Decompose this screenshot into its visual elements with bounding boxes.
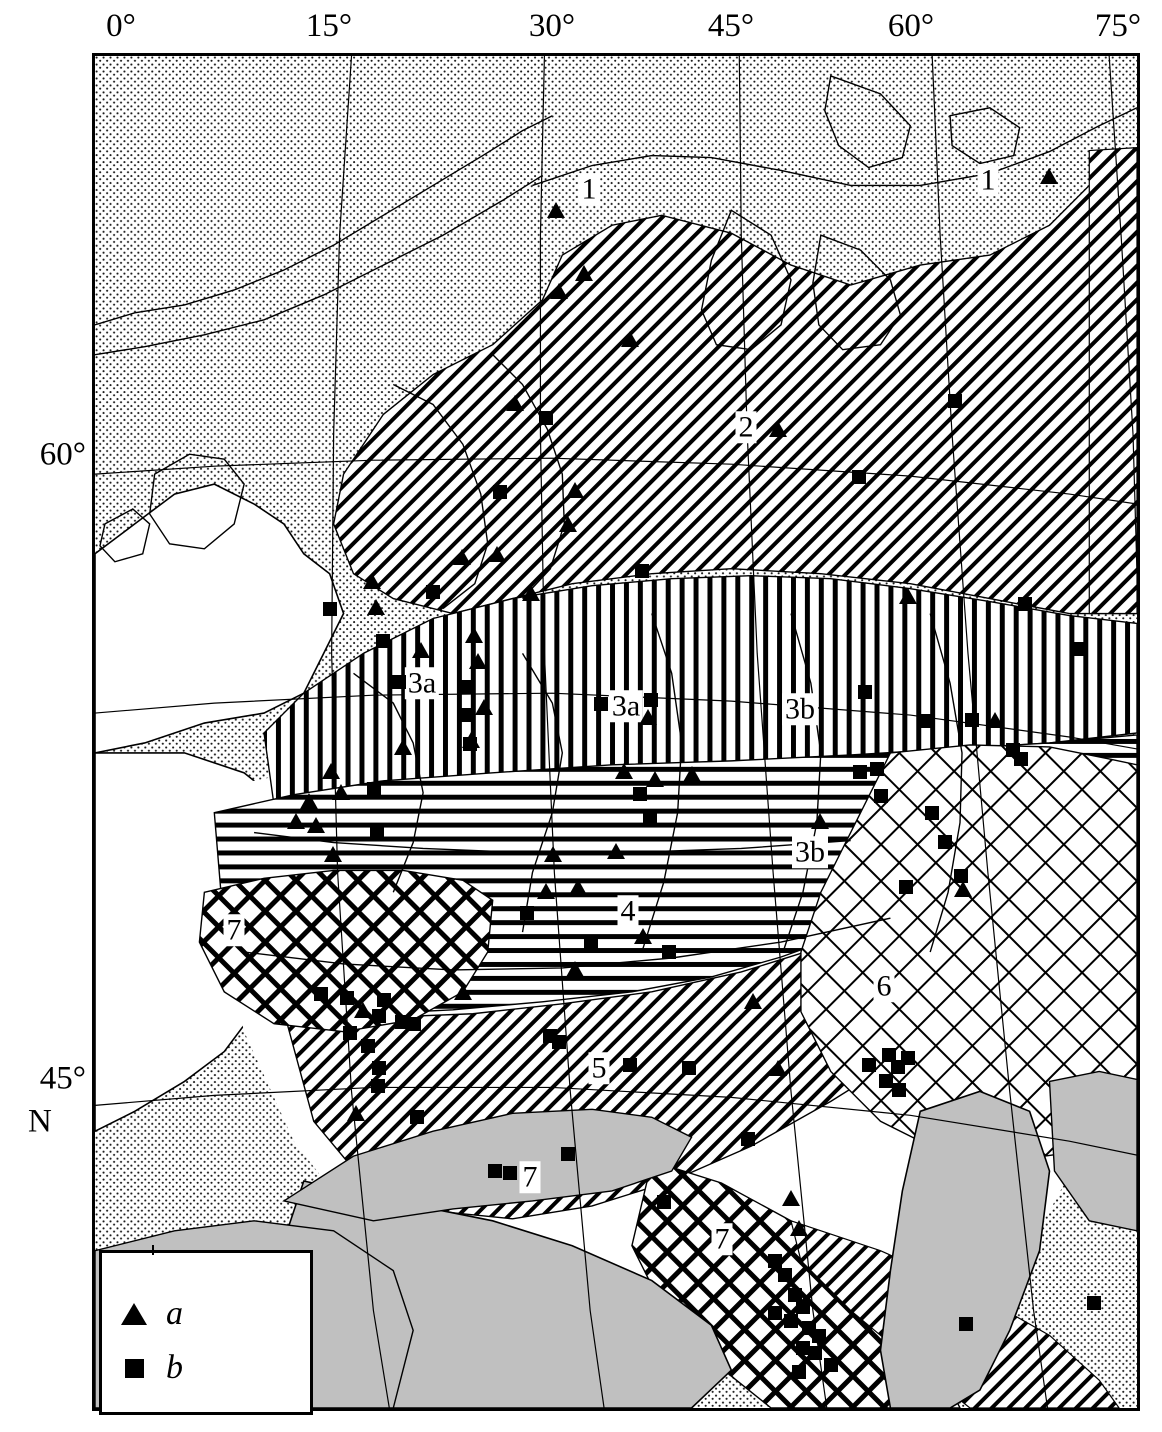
- sample-point-a: [544, 846, 562, 862]
- sample-point-b: [463, 737, 477, 751]
- sample-point-a: [465, 627, 483, 643]
- sample-point-b: [407, 1017, 421, 1031]
- sample-point-b: [853, 765, 867, 779]
- sample-point-b: [1006, 743, 1020, 757]
- sample-point-b: [503, 1166, 517, 1180]
- sample-point-a: [469, 653, 487, 669]
- sample-point-a: [782, 1190, 800, 1206]
- sample-point-b: [778, 1268, 792, 1282]
- sample-point-b: [1073, 642, 1087, 656]
- sample-point-b: [372, 1009, 386, 1023]
- map-graphic: [95, 56, 1137, 1408]
- sample-point-b: [682, 1061, 696, 1075]
- lon-label-15: 15°: [305, 8, 353, 44]
- sample-point-a: [488, 546, 506, 562]
- sample-point-b: [371, 1079, 385, 1093]
- sample-point-b: [768, 1254, 782, 1268]
- sample-point-b: [410, 1110, 424, 1124]
- zone-label-3a-central: 3a: [609, 690, 643, 722]
- sample-point-b: [488, 1164, 502, 1178]
- lon-label-0: 0°: [106, 8, 136, 44]
- sample-point-b: [852, 470, 866, 484]
- sample-point-a: [454, 984, 472, 1000]
- sample-point-b: [892, 1083, 906, 1097]
- sample-point-b: [879, 1074, 893, 1088]
- sample-point-a: [475, 699, 493, 715]
- sample-point-a: [769, 421, 787, 437]
- sample-point-a: [744, 993, 762, 1009]
- zone-label-7-west: 7: [224, 914, 245, 946]
- sample-point-a: [287, 813, 305, 829]
- sample-point-a: [559, 516, 577, 532]
- sample-point-a: [322, 763, 340, 779]
- sample-point-b: [824, 1358, 838, 1372]
- sample-point-b: [808, 1346, 822, 1360]
- sample-point-a: [566, 482, 584, 498]
- sample-point-a: [575, 265, 593, 281]
- sample-point-a: [986, 712, 1004, 728]
- sample-point-a: [769, 1060, 787, 1076]
- sample-point-b: [796, 1300, 810, 1314]
- sample-point-b: [343, 1026, 357, 1040]
- sample-point-a: [307, 817, 325, 833]
- zone-label-6: 6: [874, 970, 895, 1002]
- sample-point-a: [547, 202, 565, 218]
- sample-point-b: [633, 787, 647, 801]
- legend-item-b: [102, 1343, 310, 1393]
- sample-point-a: [899, 588, 917, 604]
- lat-label-60: 60°: [39, 436, 86, 473]
- zone-label-3a-west: 3a: [405, 667, 439, 699]
- sample-point-a: [615, 763, 633, 779]
- sample-point-b: [561, 1147, 575, 1161]
- sample-point-b: [948, 394, 962, 408]
- sample-point-b: [370, 825, 384, 839]
- sample-point-a: [634, 928, 652, 944]
- sample-point-a: [324, 846, 342, 862]
- sample-point-b: [594, 697, 608, 711]
- sample-point-b: [901, 1051, 915, 1065]
- sample-point-b: [340, 991, 354, 1005]
- sample-point-b: [919, 714, 933, 728]
- sample-point-b: [584, 938, 598, 952]
- sample-point-b: [552, 1035, 566, 1049]
- sample-point-a: [954, 881, 972, 897]
- lon-label-60: 60°: [887, 8, 935, 44]
- sample-point-b: [314, 987, 328, 1001]
- sample-point-b: [768, 1306, 782, 1320]
- sample-point-a: [550, 283, 568, 299]
- sample-point-a: [790, 1220, 808, 1236]
- sample-point-b: [461, 708, 475, 722]
- sample-point-b: [954, 869, 968, 883]
- sample-point-b: [925, 806, 939, 820]
- lat-label-45: 45°: [39, 1060, 86, 1097]
- sample-point-a: [363, 573, 381, 589]
- sample-point-a: [453, 549, 471, 565]
- sample-point-b: [361, 1039, 375, 1053]
- zone-label-1-west: 1: [579, 173, 600, 205]
- sample-point-b: [858, 685, 872, 699]
- sample-point-b: [520, 906, 534, 920]
- sample-point-a: [1040, 168, 1058, 184]
- map-frame[interactable]: [92, 53, 1140, 1411]
- sample-point-a: [367, 599, 385, 615]
- zone-label-1-east: 1: [978, 164, 999, 196]
- triangle-icon: [102, 1303, 166, 1325]
- sample-point-a: [537, 883, 555, 899]
- zone-label-4: 4: [618, 895, 639, 927]
- sample-point-b: [623, 1058, 637, 1072]
- sample-point-a: [811, 813, 829, 829]
- sample-point-a: [332, 784, 350, 800]
- sample-point-a: [300, 793, 318, 809]
- zone-label-3b-south: 3b: [792, 836, 828, 868]
- sample-point-b: [1087, 1296, 1101, 1310]
- sample-point-b: [376, 634, 390, 648]
- sample-point-b: [377, 993, 391, 1007]
- sample-point-b: [392, 675, 406, 689]
- sample-point-b: [870, 762, 884, 776]
- sample-point-b: [426, 585, 440, 599]
- sample-point-a: [354, 1002, 372, 1018]
- sample-point-a: [412, 642, 430, 658]
- sample-point-b: [493, 485, 507, 499]
- sample-point-b: [862, 1058, 876, 1072]
- zone-label-7-central: 7: [520, 1161, 541, 1193]
- sample-point-b: [372, 1061, 386, 1075]
- lon-label-75: 75°: [1094, 8, 1142, 44]
- sample-point-b: [741, 1132, 755, 1146]
- sample-point-a: [639, 709, 657, 725]
- sample-point-b: [459, 680, 473, 694]
- sample-point-b: [959, 1317, 973, 1331]
- lon-label-45: 45°: [707, 8, 755, 44]
- sample-point-b: [938, 835, 952, 849]
- legend-tick: [152, 1245, 154, 1255]
- lat-label-north: N: [28, 1103, 52, 1140]
- sample-point-b: [874, 789, 888, 803]
- sample-point-b: [323, 602, 337, 616]
- legend-item-a: [102, 1289, 310, 1339]
- sample-point-b: [792, 1365, 806, 1379]
- sample-point-a: [683, 766, 701, 782]
- sample-point-b: [635, 564, 649, 578]
- sample-point-b: [965, 713, 979, 727]
- sample-point-a: [621, 331, 639, 347]
- sample-point-b: [643, 812, 657, 826]
- sample-point-b: [539, 411, 553, 425]
- sample-point-b: [662, 945, 676, 959]
- legend: [99, 1250, 313, 1415]
- sample-point-a: [394, 739, 412, 755]
- sample-point-b: [784, 1314, 798, 1328]
- legend-label-a: a: [166, 1295, 183, 1332]
- sample-point-b: [657, 1195, 671, 1209]
- square-icon: [102, 1359, 166, 1378]
- sample-point-a: [506, 395, 524, 411]
- zone-label-3b-north: 3b: [782, 693, 818, 725]
- zone-label-2: 2: [736, 411, 757, 443]
- sample-point-a: [607, 843, 625, 859]
- lon-label-30: 30°: [528, 8, 576, 44]
- zone-label-5: 5: [589, 1052, 610, 1084]
- sample-point-b: [1018, 597, 1032, 611]
- sample-point-a: [566, 961, 584, 977]
- sample-point-a: [569, 879, 587, 895]
- zone-label-7-south: 7: [712, 1223, 733, 1255]
- sample-point-b: [644, 693, 658, 707]
- sample-point-a: [522, 585, 540, 601]
- sample-point-a: [347, 1105, 365, 1121]
- sample-point-b: [812, 1329, 826, 1343]
- sample-point-b: [367, 782, 381, 796]
- legend-label-b: b: [166, 1349, 183, 1386]
- sample-point-a: [646, 771, 664, 787]
- sample-point-b: [899, 880, 913, 894]
